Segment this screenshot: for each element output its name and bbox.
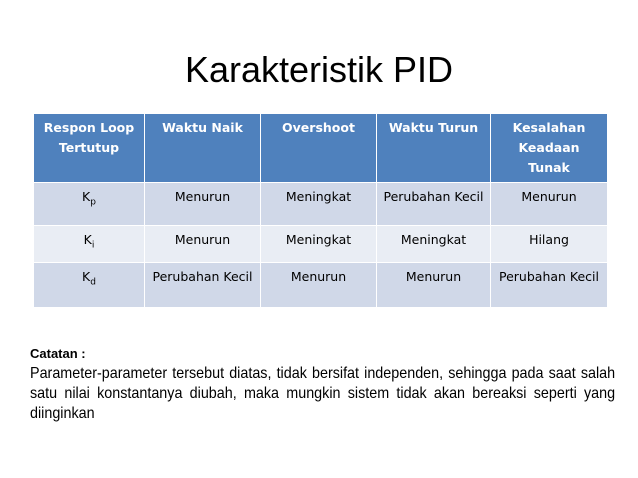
param-cell: $K_p$ [34,183,145,226]
table-row-ki [34,226,608,263]
pid-characteristics-table [33,113,608,308]
header-kesalahan: Kesalahan Keadaan Tunak [491,114,608,183]
table-row-kp [34,183,608,226]
note-body: Parameter-parameter tersebut diatas, tidak bersifat independen, sehingga pada saat salah satu nilai konstantanya diubah, maka mungkin sistem tidak akan bereaksi seperti yang diinginkan [30,365,616,422]
table-cell: Menurun [145,226,261,263]
param-cell: $K_i$ [34,226,145,263]
table-cell: Perubahan Kecil [145,263,261,308]
table-cell: Meningkat [377,226,491,263]
table-cell: Hilang [491,226,608,263]
table-cell: Meningkat [261,226,377,263]
table-cell: Menurun [491,183,608,226]
slide-title: Karakteristik PID [184,49,454,90]
header-waktu-naik: Waktu Naik [145,114,261,183]
param-cell: $K_d$ [34,263,145,308]
table-cell: Menurun [377,263,491,308]
table-row-kd [34,263,608,308]
header-overshoot: Overshoot [261,114,377,183]
table-cell: Menurun [261,263,377,308]
header-respon-loop: Respon Loop Tertutup [34,114,145,183]
table-cell: Perubahan Kecil [377,183,491,226]
table-cell: Meningkat [261,183,377,226]
table-cell: Perubahan Kecil [491,263,608,308]
note-heading: Catatan : [30,346,86,361]
table-cell: Menurun [145,183,261,226]
table-header-row [34,114,608,183]
header-waktu-turun: Waktu Turun [377,114,491,183]
